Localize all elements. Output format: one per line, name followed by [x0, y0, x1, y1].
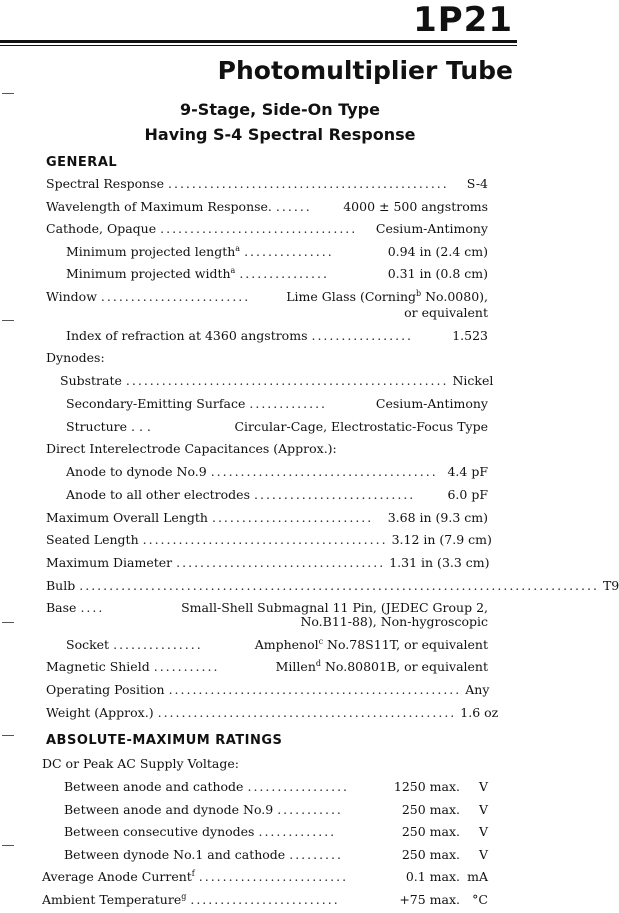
header-rule-thick — [0, 40, 517, 43]
spec-row: Substrate ...................................................... Nickel — [60, 373, 494, 388]
rating-row: Between anode and cathode ................. 1250 max. V — [64, 779, 488, 794]
spec-row: Anode to all other electrodes ........................... 6.0 pF — [66, 487, 488, 502]
spec-row: Secondary-Emitting Surface ............. Cesium-Antimony — [66, 396, 488, 411]
spec-row: Base .... Small-Shell Submagnal 11 Pin, (JEDEC Group 2, — [46, 600, 488, 615]
spec-row: Anode to dynode No.9 ...................................... 4.4 pF — [66, 464, 488, 479]
spec-row: Minimum projected width$^a$ ............... 0.31 in (0.8 cm) — [66, 266, 488, 282]
header-rule-thin — [0, 45, 517, 46]
spec-row: Maximum Diameter ................................... 1.31 in (3.3 cm) — [46, 555, 490, 570]
rating-row: Ambient Temperature$^g$ ......................... +75 max. °C — [42, 892, 488, 908]
spec-row: Weight (Approx.) .................................................. 1.6 oz — [46, 705, 499, 720]
margin-mark — [2, 845, 14, 846]
spec-row: Minimum projected length$^a$ ............... 0.94 in (2.4 cm) — [66, 244, 488, 260]
page-title: Photomultiplier Tube — [217, 56, 513, 85]
spec-row: Spectral Response ............................................... S-4 — [46, 176, 488, 191]
spec-row: Bulb ....................................................................................... T9 — [46, 578, 619, 593]
margin-mark — [2, 320, 14, 321]
spec-row: Socket ............... Amphenol$^c$ No.78S11T, or equivalent — [66, 637, 488, 653]
margin-mark — [2, 93, 14, 94]
subtitle-line1: 9-Stage, Side-On Type — [180, 100, 380, 119]
spec-row: Direct Interelectrode Capacitances (Approx.): — [46, 441, 337, 456]
spec-row: Wavelength of Maximum Response. ...... 4000 ± 500 angstroms — [46, 199, 488, 214]
spec-row: Window ......................... Lime Glass (Corning$^b$ No.0080), — [46, 289, 488, 305]
rating-row: Average Anode Current$^f$ ......................... 0.1 max. mA — [42, 869, 488, 885]
margin-mark — [2, 622, 14, 623]
spec-continuation: or equivalent — [404, 305, 488, 320]
general-heading: GENERAL — [46, 155, 118, 170]
subtitle-line2: Having S-4 Spectral Response — [144, 125, 416, 144]
spec-row: Index of refraction at 4360 angstroms ................. 1.523 — [66, 328, 488, 343]
rating-row: Between dynode No.1 and cathode ......... 250 max. V — [64, 847, 488, 862]
rating-row: DC or Peak AC Supply Voltage: — [42, 756, 239, 771]
rating-row: Between consecutive dynodes ............. 250 max. V — [64, 824, 488, 839]
spec-continuation: No.B11-88), Non-hygroscopic — [300, 614, 488, 629]
rating-row: Between anode and dynode No.9 ........... 250 max. V — [64, 802, 488, 817]
spec-row: Magnetic Shield ........... Millen$^d$ No.80801B, or equivalent — [46, 659, 488, 675]
spec-row: Cathode, Opaque ................................. Cesium-Antimony — [46, 221, 488, 236]
margin-mark — [2, 735, 14, 736]
tube-type: 1P21 — [413, 0, 513, 40]
spec-row: Operating Position ................................................. Any — [46, 682, 490, 697]
spec-row: Seated Length ......................................... 3.12 in (7.9 cm) — [46, 532, 492, 547]
ratings-heading: ABSOLUTE-MAXIMUM RATINGS — [46, 733, 283, 748]
spec-row: Dynodes: — [46, 350, 105, 365]
spec-row: Maximum Overall Length ........................... 3.68 in (9.3 cm) — [46, 510, 488, 525]
spec-row: Structure . . . Circular-Cage, Electrostatic-Focus Type — [66, 419, 488, 434]
